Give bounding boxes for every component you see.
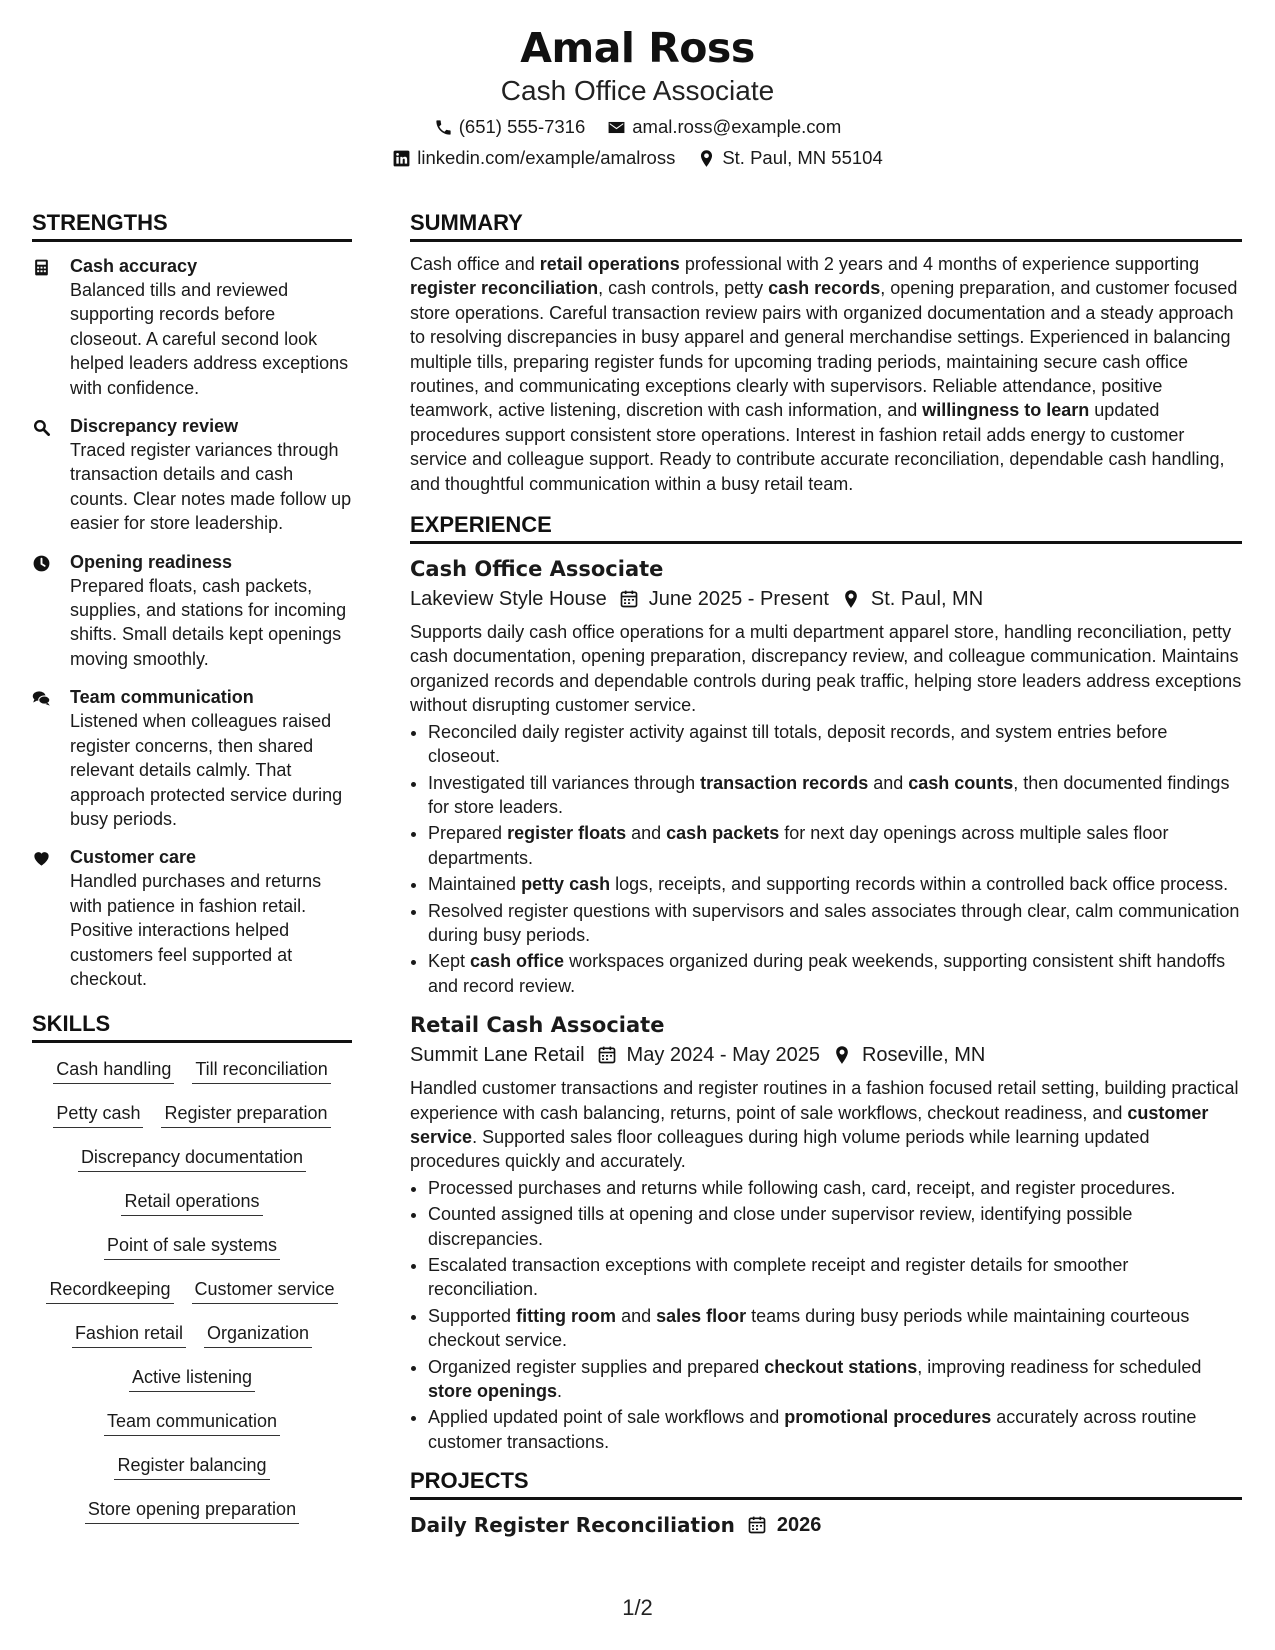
bold-text: sales floor bbox=[656, 1305, 747, 1326]
text-segment: and bbox=[626, 823, 667, 844]
skill-tag: Till reconciliation bbox=[192, 1057, 330, 1084]
calculator-icon bbox=[32, 254, 56, 400]
bold-text: transaction records bbox=[700, 772, 869, 793]
envelope-icon bbox=[607, 118, 626, 137]
text-segment: . bbox=[557, 1381, 563, 1402]
strength-title: Discrepancy review bbox=[70, 416, 239, 437]
map-marker-icon bbox=[697, 149, 716, 168]
strength-body bbox=[70, 685, 352, 831]
job-dates bbox=[619, 584, 829, 614]
location-text: Roseville, MN bbox=[861, 1044, 986, 1067]
bullet-item bbox=[428, 899, 1242, 948]
text-segment: Reconciled daily register activity against till totals, deposit records, and system entries before closeout. bbox=[428, 721, 1168, 767]
resume-header bbox=[0, 22, 1275, 169]
skill-tag: Point of sale systems bbox=[104, 1233, 280, 1260]
skill-tag: Retail operations bbox=[121, 1189, 262, 1216]
bullet-item bbox=[428, 771, 1242, 820]
bold-text: checkout stations bbox=[764, 1356, 918, 1377]
skills-row bbox=[36, 1453, 348, 1480]
heart-icon bbox=[32, 845, 56, 991]
skills-row bbox=[36, 1277, 348, 1304]
skills-heading: SKILLS bbox=[32, 1009, 352, 1043]
job-meta bbox=[410, 584, 1242, 614]
text-segment: updated procedures support consistent store operations. Interest in fashion retail adds energy to customer service and colleague support. Ready to contribute accurate reconciliation, dependable cash handling, and thoughtful communication within a busy retail team. bbox=[410, 400, 1225, 494]
candidate-name: Amal Ross bbox=[520, 24, 755, 72]
skill-tag: Register balancing bbox=[114, 1453, 269, 1480]
projects-list bbox=[410, 1510, 1242, 1540]
bullet-item bbox=[428, 1405, 1242, 1454]
job-description: Supports daily cash office operations for a multi department apparel store, handling reconciliation, petty cash documentation, opening preparation, discrepancy review, and colleague communication. Maintains organized records and dependable controls during peak traffic, helping store leaders address exceptions without disrupting customer service. bbox=[410, 622, 1242, 716]
text-segment: . Supported sales floor colleagues during high volume periods while learning updated procedures quickly and accurately. bbox=[410, 1126, 1150, 1172]
strength-description: Balanced tills and reviewed supporting records before closeout. A careful second look helped leaders address exceptions with confidence. bbox=[70, 280, 349, 398]
phone-icon bbox=[434, 118, 453, 137]
map-marker-icon bbox=[832, 1045, 852, 1065]
strength-item bbox=[32, 685, 352, 831]
text-segment: Prepared bbox=[428, 823, 508, 844]
skills-row bbox=[36, 1189, 348, 1216]
skill-tag: Team communication bbox=[104, 1409, 280, 1436]
text-segment: Counted assigned tills at opening and close under supervisor review, identifying possible discrepancies. bbox=[428, 1204, 1133, 1249]
project-year bbox=[747, 1510, 822, 1540]
skill-tag: Organization bbox=[204, 1321, 312, 1348]
phone-contact bbox=[434, 116, 586, 138]
linkedin-contact[interactable] bbox=[392, 147, 675, 169]
strength-item bbox=[32, 845, 352, 991]
text-segment: Organized register supplies and prepared bbox=[428, 1356, 765, 1377]
text-segment: accurately across routine customer transactions. bbox=[428, 1407, 1197, 1452]
location-text: St. Paul, MN 55104 bbox=[722, 147, 883, 168]
bold-text: store openings bbox=[428, 1381, 558, 1402]
strength-title: Team communication bbox=[70, 687, 254, 708]
contact-row-2 bbox=[0, 147, 1275, 169]
bullet-item bbox=[428, 720, 1242, 769]
bullet-item bbox=[428, 1202, 1242, 1251]
job-bullets bbox=[410, 720, 1242, 998]
bold-text: register floats bbox=[507, 823, 627, 844]
skill-tag: Register preparation bbox=[161, 1101, 330, 1128]
job-entry bbox=[410, 554, 1242, 998]
strength-body bbox=[70, 845, 352, 991]
text-segment: teams during busy periods while maintaining courteous checkout service. bbox=[428, 1305, 1190, 1351]
year-text: 2026 bbox=[776, 1514, 822, 1537]
job-meta bbox=[410, 1040, 1242, 1070]
text-segment: Investigated till variances through bbox=[428, 772, 701, 793]
text-segment: and bbox=[616, 1305, 657, 1326]
strength-item bbox=[32, 254, 352, 400]
email-text: amal.ross@example.com bbox=[632, 116, 842, 137]
page-number: 1/2 bbox=[622, 1595, 653, 1620]
text-segment: Handled customer transactions and register routines in a fashion focused retail setting, building practical experience with cash balancing, returns, point of sale workflows, checkout readiness, and bbox=[410, 1078, 1239, 1123]
bullet-item bbox=[428, 1355, 1242, 1404]
comments-icon bbox=[32, 685, 56, 831]
bold-text: retail operations bbox=[539, 254, 680, 274]
job-location bbox=[832, 1040, 985, 1070]
strengths-list bbox=[32, 254, 352, 991]
text-segment: , cash controls, petty bbox=[598, 278, 769, 299]
bold-text: register reconciliation bbox=[410, 278, 599, 299]
skills-row bbox=[36, 1233, 348, 1260]
text-segment: Supported bbox=[428, 1305, 517, 1326]
strength-description: Listened when colleagues raised register concerns, then shared relevant details calmly. That approach protected service during busy periods. bbox=[70, 711, 343, 829]
job-title: Retail Cash Associate bbox=[410, 1013, 665, 1038]
text-segment: Processed purchases and returns while following cash, card, receipt, and register procedures. bbox=[428, 1177, 1176, 1198]
linkedin-icon bbox=[392, 149, 411, 168]
bold-text: willingness to learn bbox=[922, 400, 1090, 421]
summary-text bbox=[410, 252, 1242, 496]
bold-text: petty cash bbox=[521, 874, 611, 895]
experience-list bbox=[410, 554, 1242, 1454]
dates-text: June 2025 - Present bbox=[648, 588, 829, 611]
clock-icon bbox=[32, 550, 56, 672]
skill-tag: Cash handling bbox=[53, 1057, 174, 1084]
skill-tag: Active listening bbox=[129, 1365, 255, 1392]
bold-text: fitting room bbox=[516, 1305, 617, 1326]
text-segment: , then documented findings for store leaders. bbox=[428, 772, 1230, 817]
candidate-title: Cash Office Associate bbox=[500, 75, 775, 106]
text-segment: professional with 2 years and 4 months of experience supporting bbox=[679, 254, 1200, 274]
left-column bbox=[32, 208, 352, 1524]
job-entry bbox=[410, 1010, 1242, 1454]
summary-heading: SUMMARY bbox=[410, 208, 1242, 242]
text-segment: Resolved register questions with supervisors and sales associates through clear, calm communication during busy periods. bbox=[428, 900, 1240, 945]
text-segment: and bbox=[868, 772, 909, 793]
strength-body bbox=[70, 254, 352, 400]
project-title: Daily Register Reconciliation bbox=[410, 1513, 735, 1538]
bold-text: cash office bbox=[470, 951, 565, 972]
dates-text: May 2024 - May 2025 bbox=[626, 1044, 820, 1067]
strength-item bbox=[32, 550, 352, 672]
strength-body bbox=[70, 414, 352, 536]
strength-description: Prepared floats, cash packets, supplies, and stations for incoming shifts. Small details kept openings moving smoothly. bbox=[70, 575, 347, 669]
map-marker-icon bbox=[841, 589, 861, 609]
bold-text: promotional procedures bbox=[784, 1407, 992, 1428]
text-segment: , opening preparation, and customer focused store operations. Careful transaction review pairs with organized documentation and a steady approach to resolving discrepancies in busy apparel and general merchandise settings. Experienced in balancing multiple tills, preparing register funds for upcoming trading periods, maintaining secure cash office routines, and communicating exceptions clearly with supervisors. Reliable attendance, positive teamwork, active listening, discretion with cash information, and bbox=[410, 278, 1238, 421]
calendar-icon bbox=[597, 1045, 617, 1065]
text-segment: for next day openings across multiple sales floor departments. bbox=[428, 823, 1169, 868]
text-segment: Escalated transaction exceptions with complete receipt and register details for smoother reconciliation. bbox=[428, 1255, 1129, 1300]
bold-text: customer service bbox=[410, 1102, 1209, 1147]
bold-text: cash packets bbox=[666, 823, 780, 844]
text-segment: workspaces organized during peak weekends, supporting consistent shift handoffs and record review. bbox=[428, 951, 1226, 996]
text-segment: Applied updated point of sale workflows and bbox=[428, 1407, 785, 1428]
skills-list bbox=[32, 1057, 352, 1524]
bullet-item bbox=[428, 821, 1242, 870]
skills-row bbox=[36, 1497, 348, 1524]
strength-description: Traced register variances through transaction details and cash counts. Clear notes made follow up easier for store leadership. bbox=[70, 440, 352, 534]
strength-title: Cash accuracy bbox=[70, 256, 198, 276]
bold-text: cash records bbox=[768, 278, 881, 299]
skills-row bbox=[36, 1101, 348, 1128]
skill-tag: Store opening preparation bbox=[85, 1497, 299, 1524]
job-dates bbox=[597, 1040, 820, 1070]
search-icon bbox=[32, 414, 56, 536]
strength-description: Handled purchases and returns with patience in fashion retail. Positive interactions helped customers feel supported at checkout. bbox=[70, 871, 322, 989]
strengths-heading: STRENGTHS bbox=[32, 208, 352, 242]
text-segment: Cash office and bbox=[410, 254, 540, 274]
location-text: St. Paul, MN bbox=[870, 588, 984, 611]
bullet-item bbox=[428, 872, 1242, 896]
projects-heading: PROJECTS bbox=[410, 1466, 1242, 1500]
text-segment: logs, receipts, and supporting records within a controlled back office process. bbox=[610, 874, 1229, 895]
company-name: Summit Lane Retail bbox=[410, 1044, 585, 1067]
right-column bbox=[410, 208, 1242, 1540]
skill-tag: Fashion retail bbox=[72, 1321, 186, 1348]
calendar-icon bbox=[747, 1515, 767, 1535]
strength-body bbox=[70, 550, 352, 672]
skills-row bbox=[36, 1365, 348, 1392]
calendar-icon bbox=[619, 589, 639, 609]
bullet-item bbox=[428, 949, 1242, 998]
phone-text: (651) 555-7316 bbox=[458, 116, 586, 137]
text-segment: Kept bbox=[428, 951, 471, 972]
experience-heading: EXPERIENCE bbox=[410, 510, 1242, 544]
bullet-item bbox=[428, 1304, 1242, 1353]
text-segment: , improving readiness for scheduled bbox=[917, 1356, 1202, 1377]
skill-tag: Discrepancy documentation bbox=[78, 1145, 306, 1172]
skill-tag: Recordkeeping bbox=[46, 1277, 173, 1304]
skills-row bbox=[36, 1145, 348, 1172]
text-segment: Maintained bbox=[428, 874, 522, 895]
skill-tag: Customer service bbox=[192, 1277, 338, 1304]
strength-title: Customer care bbox=[70, 847, 197, 868]
job-title: Cash Office Associate bbox=[410, 557, 664, 582]
bold-text: cash counts bbox=[908, 772, 1014, 793]
company-name: Lakeview Style House bbox=[410, 588, 607, 611]
strength-title: Opening readiness bbox=[70, 551, 233, 572]
strength-item bbox=[32, 414, 352, 536]
linkedin-text: linkedin.com/example/amalross bbox=[417, 147, 676, 168]
job-bullets bbox=[410, 1176, 1242, 1454]
skills-row bbox=[36, 1321, 348, 1348]
job-location bbox=[841, 584, 983, 614]
skills-row bbox=[36, 1057, 348, 1084]
bullet-item bbox=[428, 1253, 1242, 1302]
skills-row bbox=[36, 1409, 348, 1436]
job-description bbox=[410, 1076, 1242, 1174]
email-contact[interactable] bbox=[607, 116, 841, 138]
location-contact bbox=[697, 147, 882, 169]
contact-row-1 bbox=[0, 116, 1275, 138]
skill-tag: Petty cash bbox=[53, 1101, 143, 1128]
project-entry bbox=[410, 1510, 1242, 1540]
bullet-item bbox=[428, 1176, 1242, 1200]
